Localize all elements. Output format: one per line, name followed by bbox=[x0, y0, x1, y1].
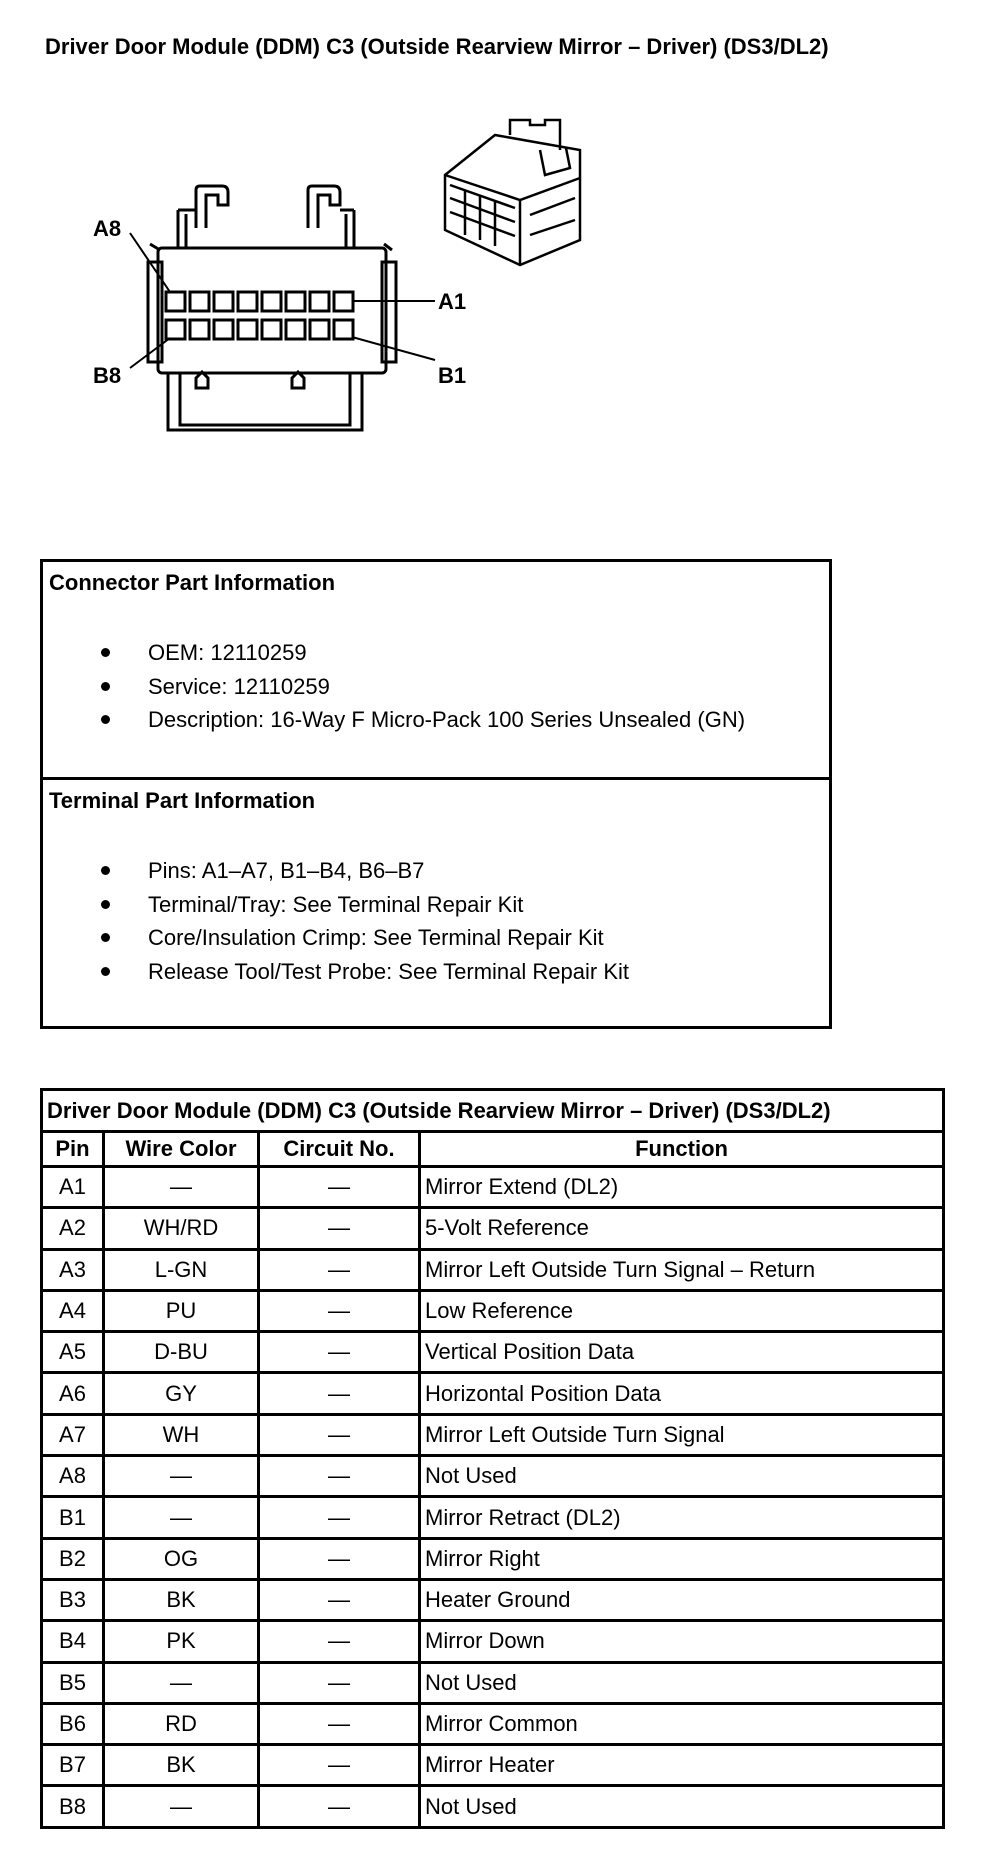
pin-cell: A2 bbox=[42, 1208, 104, 1249]
table-row bbox=[42, 1786, 944, 1827]
list-item: OEM: 12110259 bbox=[43, 636, 745, 670]
latch-left bbox=[196, 186, 228, 228]
housing-top bbox=[178, 210, 354, 248]
pin-cell: B1 bbox=[42, 1497, 104, 1538]
table-row bbox=[42, 1538, 944, 1579]
bullet-icon bbox=[101, 900, 110, 909]
pin-cell: B8 bbox=[42, 1786, 104, 1827]
pin-cell: B2 bbox=[42, 1538, 104, 1579]
connector-diagram bbox=[0, 0, 1008, 440]
table-row bbox=[42, 1290, 944, 1331]
connector-part-info bbox=[43, 562, 829, 780]
function-cell: Not Used bbox=[420, 1786, 944, 1827]
list-item: Service: 12110259 bbox=[43, 670, 745, 704]
wire-color-cell: WH/RD bbox=[104, 1208, 259, 1249]
pin-cell: A4 bbox=[42, 1290, 104, 1331]
list-item: Release Tool/Test Probe: See Terminal Repair Kit bbox=[43, 955, 629, 989]
table-row bbox=[42, 1456, 944, 1497]
wire-color-cell: L-GN bbox=[104, 1249, 259, 1290]
bullet-icon bbox=[101, 682, 110, 691]
bullet-icon bbox=[101, 933, 110, 942]
table-row bbox=[42, 1414, 944, 1455]
function-cell: Mirror Right bbox=[420, 1538, 944, 1579]
bullet-icon bbox=[101, 715, 110, 724]
pin-cell: B6 bbox=[42, 1703, 104, 1744]
pinout-table bbox=[40, 1088, 945, 1829]
header-pin: Pin bbox=[42, 1132, 104, 1167]
function-cell: Horizontal Position Data bbox=[420, 1373, 944, 1414]
circuit-cell: — bbox=[259, 1208, 420, 1249]
circuit-cell: — bbox=[259, 1703, 420, 1744]
circuit-cell: — bbox=[259, 1538, 420, 1579]
table-row bbox=[42, 1332, 944, 1373]
circuit-cell: — bbox=[259, 1456, 420, 1497]
table-row bbox=[42, 1208, 944, 1249]
circuit-cell: — bbox=[259, 1414, 420, 1455]
circuit-cell: — bbox=[259, 1579, 420, 1620]
circuit-cell: — bbox=[259, 1786, 420, 1827]
function-cell: Vertical Position Data bbox=[420, 1332, 944, 1373]
function-cell: Not Used bbox=[420, 1456, 944, 1497]
wire-color-cell: RD bbox=[104, 1703, 259, 1744]
wire-color-cell: — bbox=[104, 1167, 259, 1208]
list-item: Pins: A1–A7, B1–B4, B6–B7 bbox=[43, 854, 629, 888]
pin-cell: A6 bbox=[42, 1373, 104, 1414]
label-b1: B1 bbox=[438, 363, 467, 388]
circuit-cell: — bbox=[259, 1621, 420, 1662]
table-row bbox=[42, 1745, 944, 1786]
bullet-icon bbox=[101, 967, 110, 976]
header-function: Function bbox=[420, 1132, 944, 1167]
wire-color-cell: BK bbox=[104, 1745, 259, 1786]
connector-info-heading: Connector Part Information bbox=[49, 570, 336, 595]
bullet-icon bbox=[101, 866, 110, 875]
pin-cell: B7 bbox=[42, 1745, 104, 1786]
wire-color-cell: — bbox=[104, 1456, 259, 1497]
circuit-cell: — bbox=[259, 1167, 420, 1208]
function-cell: Mirror Left Outside Turn Signal bbox=[420, 1414, 944, 1455]
pin-cavities bbox=[166, 292, 353, 339]
label-a8: A8 bbox=[93, 216, 122, 241]
table-row bbox=[42, 1662, 944, 1703]
wire-color-cell: OG bbox=[104, 1538, 259, 1579]
table-row bbox=[42, 1579, 944, 1620]
table-row bbox=[42, 1621, 944, 1662]
list-item: Terminal/Tray: See Terminal Repair Kit bbox=[43, 888, 629, 922]
function-cell: Heater Ground bbox=[420, 1579, 944, 1620]
list-item: Core/Insulation Crimp: See Terminal Repair Kit bbox=[43, 921, 629, 955]
table-row bbox=[42, 1497, 944, 1538]
pin-cell: A3 bbox=[42, 1249, 104, 1290]
circuit-cell: — bbox=[259, 1497, 420, 1538]
function-cell: Mirror Extend (DL2) bbox=[420, 1167, 944, 1208]
table-row bbox=[42, 1373, 944, 1414]
connector-3d-view bbox=[445, 120, 580, 265]
function-cell: Mirror Down bbox=[420, 1621, 944, 1662]
function-cell: Mirror Retract (DL2) bbox=[420, 1497, 944, 1538]
wire-color-cell: PK bbox=[104, 1621, 259, 1662]
function-cell: 5-Volt Reference bbox=[420, 1208, 944, 1249]
circuit-cell: — bbox=[259, 1373, 420, 1414]
table-row bbox=[42, 1249, 944, 1290]
wire-color-cell: BK bbox=[104, 1579, 259, 1620]
terminal-part-info bbox=[43, 780, 829, 1026]
table-title: Driver Door Module (DDM) C3 (Outside Rearview Mirror – Driver) (DS3/DL2) bbox=[42, 1090, 944, 1132]
pin-cell: A5 bbox=[42, 1332, 104, 1373]
pin-cell: B5 bbox=[42, 1662, 104, 1703]
wire-color-cell: — bbox=[104, 1662, 259, 1703]
pin-cell: A8 bbox=[42, 1456, 104, 1497]
part-info-box bbox=[40, 559, 832, 1029]
connector-info-list bbox=[43, 636, 745, 737]
terminal-info-heading: Terminal Part Information bbox=[49, 788, 316, 813]
circuit-cell: — bbox=[259, 1249, 420, 1290]
circuit-cell: — bbox=[259, 1745, 420, 1786]
wire-color-cell: WH bbox=[104, 1414, 259, 1455]
function-cell: Mirror Left Outside Turn Signal – Return bbox=[420, 1249, 944, 1290]
latch-right bbox=[308, 186, 340, 228]
list-item: Description: 16-Way F Micro-Pack 100 Series Unsealed (GN) bbox=[43, 703, 745, 737]
pin-cell: A1 bbox=[42, 1167, 104, 1208]
circuit-cell: — bbox=[259, 1662, 420, 1703]
header-wire-color: Wire Color bbox=[104, 1132, 259, 1167]
function-cell: Mirror Common bbox=[420, 1703, 944, 1744]
header-circuit-no: Circuit No. bbox=[259, 1132, 420, 1167]
label-a1: A1 bbox=[438, 289, 467, 314]
function-cell: Not Used bbox=[420, 1662, 944, 1703]
label-b8: B8 bbox=[93, 363, 122, 388]
wire-color-cell: PU bbox=[104, 1290, 259, 1331]
function-cell: Low Reference bbox=[420, 1290, 944, 1331]
terminal-info-list bbox=[43, 854, 629, 988]
table-row bbox=[42, 1167, 944, 1208]
pin-cell: A7 bbox=[42, 1414, 104, 1455]
wire-color-cell: D-BU bbox=[104, 1332, 259, 1373]
bullet-icon bbox=[101, 648, 110, 657]
circuit-cell: — bbox=[259, 1290, 420, 1331]
wire-color-cell: GY bbox=[104, 1373, 259, 1414]
table-row bbox=[42, 1703, 944, 1744]
pinout-rows bbox=[42, 1167, 944, 1828]
circuit-cell: — bbox=[259, 1332, 420, 1373]
pin-cell: B3 bbox=[42, 1579, 104, 1620]
pin-cell: B4 bbox=[42, 1621, 104, 1662]
page-title: Driver Door Module (DDM) C3 (Outside Rearview Mirror – Driver) (DS3/DL2) bbox=[45, 34, 829, 59]
wire-color-cell: — bbox=[104, 1497, 259, 1538]
wire-color-cell: — bbox=[104, 1786, 259, 1827]
function-cell: Mirror Heater bbox=[420, 1745, 944, 1786]
